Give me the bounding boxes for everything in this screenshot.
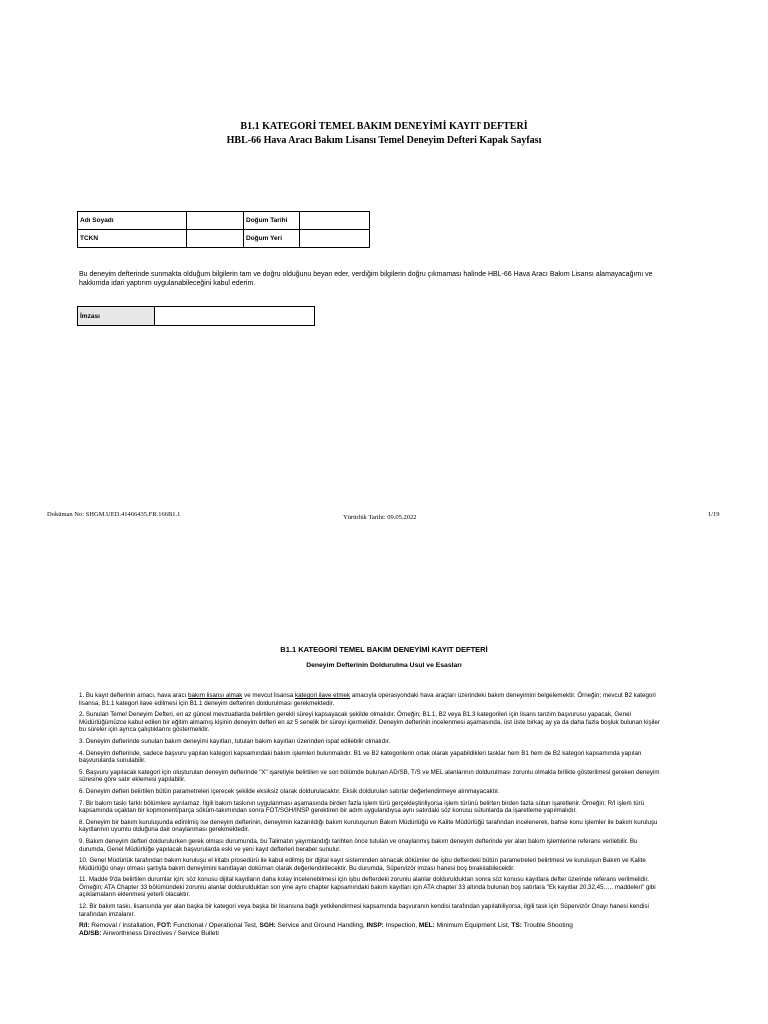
- list-item: 1. Bu kayıt defterinin amacı, hava aracı bakım lisansı almak ve mevcut lisansa kategori ilave etmek amacıyla operasyondaki hava araçları üzerindeki bakım deneyimini belgelemektir. Örneğin; mevcut B2 kategori lisansa, B1.1 kategori ilave edilmesi için B1.1 deneyim defterinin doldurulması gerekmektedir.: [79, 692, 656, 707]
- page2-subtitle: Deneyim Defterinin Doldurulma Usul ve Esasları: [306, 662, 462, 669]
- page-number: 1/19: [708, 511, 720, 518]
- signature-table: [77, 306, 315, 326]
- personal-info-table: [77, 211, 370, 248]
- tckn-label: TCKN: [78, 230, 187, 248]
- dogum-yeri-label: Doğum Yeri: [244, 230, 300, 248]
- cover-subtitle: HBL-66 Hava Aracı Bakım Lisansı Temel Deneyim Defteri Kapak Sayfası: [226, 135, 542, 146]
- dogum-tarihi-label: Doğum Tarihi: [244, 212, 300, 230]
- list-item: 4. Deneyim defterinde, sadece başvuru yapılan kategori kapsamındaki bakım işlemleri bulunmalıdır. B1 ve B2 kategorilerin ortak olarak yapabildikleri tasklar hem B1 hem de B2 kategori kapsamında yapılan başvurularda sunulabilir.: [79, 749, 642, 765]
- tckn-field[interactable]: [187, 230, 244, 248]
- declaration-text: Bu deneyim defterinde sunmakta olduğum bilgilerin tam ve doğru olduğunu beyan eder, verdiğim bilgilerin doğru çıkmaması halinde HBL-66 Hava Aracı Bakım Lisansı alamayacağımı ve hakkımda idari yaptırım uygulanabileceğini kabul ederim.: [79, 271, 653, 287]
- ad-soyadi-label: Adı Soyadı: [78, 212, 187, 230]
- instructions-list: [79, 692, 661, 938]
- list-item: 3. Deneyim defterinde sunulan bakım deneyimi kayıtları, tutulan bakım kayıtları üzerinden ispat edilebilir olmalıdır.: [79, 737, 391, 745]
- list-item: 8. Deneyim bir bakım kuruluşunda edinilmiş ise deneyim defterinin, deneyimin kazanıldığı bakım kuruluşunun Bakım Müdürlüğü ve Kalite Müdürlüğü tarafından incelenerek, bahse konu işlemler ile bakım kuruluşu kayıtlarının uyumlu olduğuna dair onaylanması gerekmektedir.: [79, 818, 658, 834]
- list-item: 12. Bir bakım taskı, lisansında yer alan başka bir kategori veya başka bir lisansına bağlı yetkilendirmesi kapsamında başvuranın kendisi tarafından yapılabiliyorsa, ilgili task için Süpervizör Onayı hanesi kendisi tarafından imzalanır.: [79, 903, 649, 918]
- cover-title: B1.1 KATEGORİ TEMEL BAKIM DENEYİMİ KAYIT DEFTERİ: [240, 121, 528, 132]
- dogum-tarihi-field[interactable]: [300, 212, 370, 230]
- imza-field[interactable]: [155, 307, 315, 326]
- list-item: 5. Başvuru yapılacak kategori için oluşturulan deneyim defterinde "X" işaretiyle belirtilen ve son bölümde bulunan AD/SB, T/S ve MEL alanlarının doldurulması zorunlu olmakla birlikte gösterilmesi gereken deneyim süresine göre satır eklemesi yapılabilir.: [79, 768, 660, 784]
- effective-date: Yürürlük Tarihi: 09.05.2022: [343, 514, 417, 521]
- dogum-yeri-field[interactable]: [300, 230, 370, 248]
- list-item: 7. Bir bakım taskı farklı bölümlere ayrılamaz. İlgili bakım taskının uygulanması aşamasında birden fazla işlem türü gerçekleştiriliyorsa işlem türünü belirten birden fazla sütun işaretlenir. Örneğin; R/I işlem türü kapsamında uçaktan bir kopmonent/parça söküm-takımından sonra FOT/SGH/INSP gerektiren bir adım uygulandıysa aynı satırdaki söz konusu sütunlarda da işaretleme yapılmalıdır.: [79, 799, 645, 815]
- ad-soyadi-field[interactable]: [187, 212, 244, 230]
- abbreviation-legend: R/I: Removal / Installation, FOT: Functional / Operational Test, SGH: Service and Ground Handling, INSP: Inspection, MEL: Minimum Equipment List, TS: Trouble Shooting AD/SB: Airworthiness Directives / Service Bulleti: [79, 922, 573, 938]
- list-item: 10. Genel Müdürlük tarafından bakım kuruluşu el kitabı prosedürü ile kabul edilmiş bir dijital kayıt sisteminden alınacak dökümler de işbu defterdeki bütün parametreleri belirtmesi ve kuruluşun Bakım ve Kalite Müdürlüğü onayı olması şartıyla bakım deneyimini kanıtlayan doküman olarak değerlendirilecektir. Bu durumda, Süpervizör imzası hanesi boş bırakılabilecektir.: [79, 857, 646, 872]
- page2-title: B1.1 KATEGORİ TEMEL BAKIM DENEYİMİ KAYIT DEFTERİ: [280, 645, 488, 654]
- imza-label: İmzası: [78, 307, 155, 326]
- doc-number: Doküman No: SHGM.UED.41466435.FR.166B1.1: [47, 511, 181, 518]
- list-item: 6. Deneyim defteri belirtilen bütün parametreleri içerecek şekilde eksiksiz olarak doldurulacaktır. Eksik doldurulan satırlar değerlendirmeye alınmayacaktır.: [79, 787, 500, 795]
- list-item: 9. Bakım deneyim defteri doldurulurken gerek olması durumunda, bu Talimatın yayımlandığı tarihten önce tutulan ve onaylanmış bakım deneyim defterinde yer alan bakım işlemlerine referans verilebilir. Bu durumda, Genel Müdürlüğe yapılacak başvurularda eski ve yeni kayıt defterleri beraber sunulur.: [79, 837, 638, 853]
- list-item: 11. Madde 9'da belirtilen durumlar için; söz konusu dijital kayıtların daha kolay incelenebilmesi için işbu defterdeki zorunlu alanlar doldurulduktan sonra söz konusu kayıtlara defter üzerinde referans verilmelidir. Örneğin; ATA Chapter 33 bölümündeki zorunlu alanlar doldurulduktan son yine aynı chapter kapsamındaki bakım kayıtları için ATA chapter 33 altında bulunan boş satırlara "Ek kayıtlar 20,32,45….. maddeleri" gibi açıklamaların eklenmesi yeterli olacaktır.: [79, 876, 656, 899]
- list-item: 2. Sunulan Temel Deneyim Defteri, en az güncel mevzuatlarda belirtilen gerekli süreyi kapsayacak şekilde olmalıdır. Örneğin; B1.1, B2 veya B1.3 kategorileri için lisans tanzim başvurusu yapacak, Genel Müdürlüğümüzce kabul edilen bir eğitim almamış kişinin deneyim defteri en az 5 senelik bir süreyi içermelidir. Deneyim defterinin incelenmesi aşamasında, üst üste birkaç ay ya da daha fazla boşluk bulunan kişiler bu süreler için ayrıca çalıştıklarını göstermelidir.: [79, 711, 660, 734]
